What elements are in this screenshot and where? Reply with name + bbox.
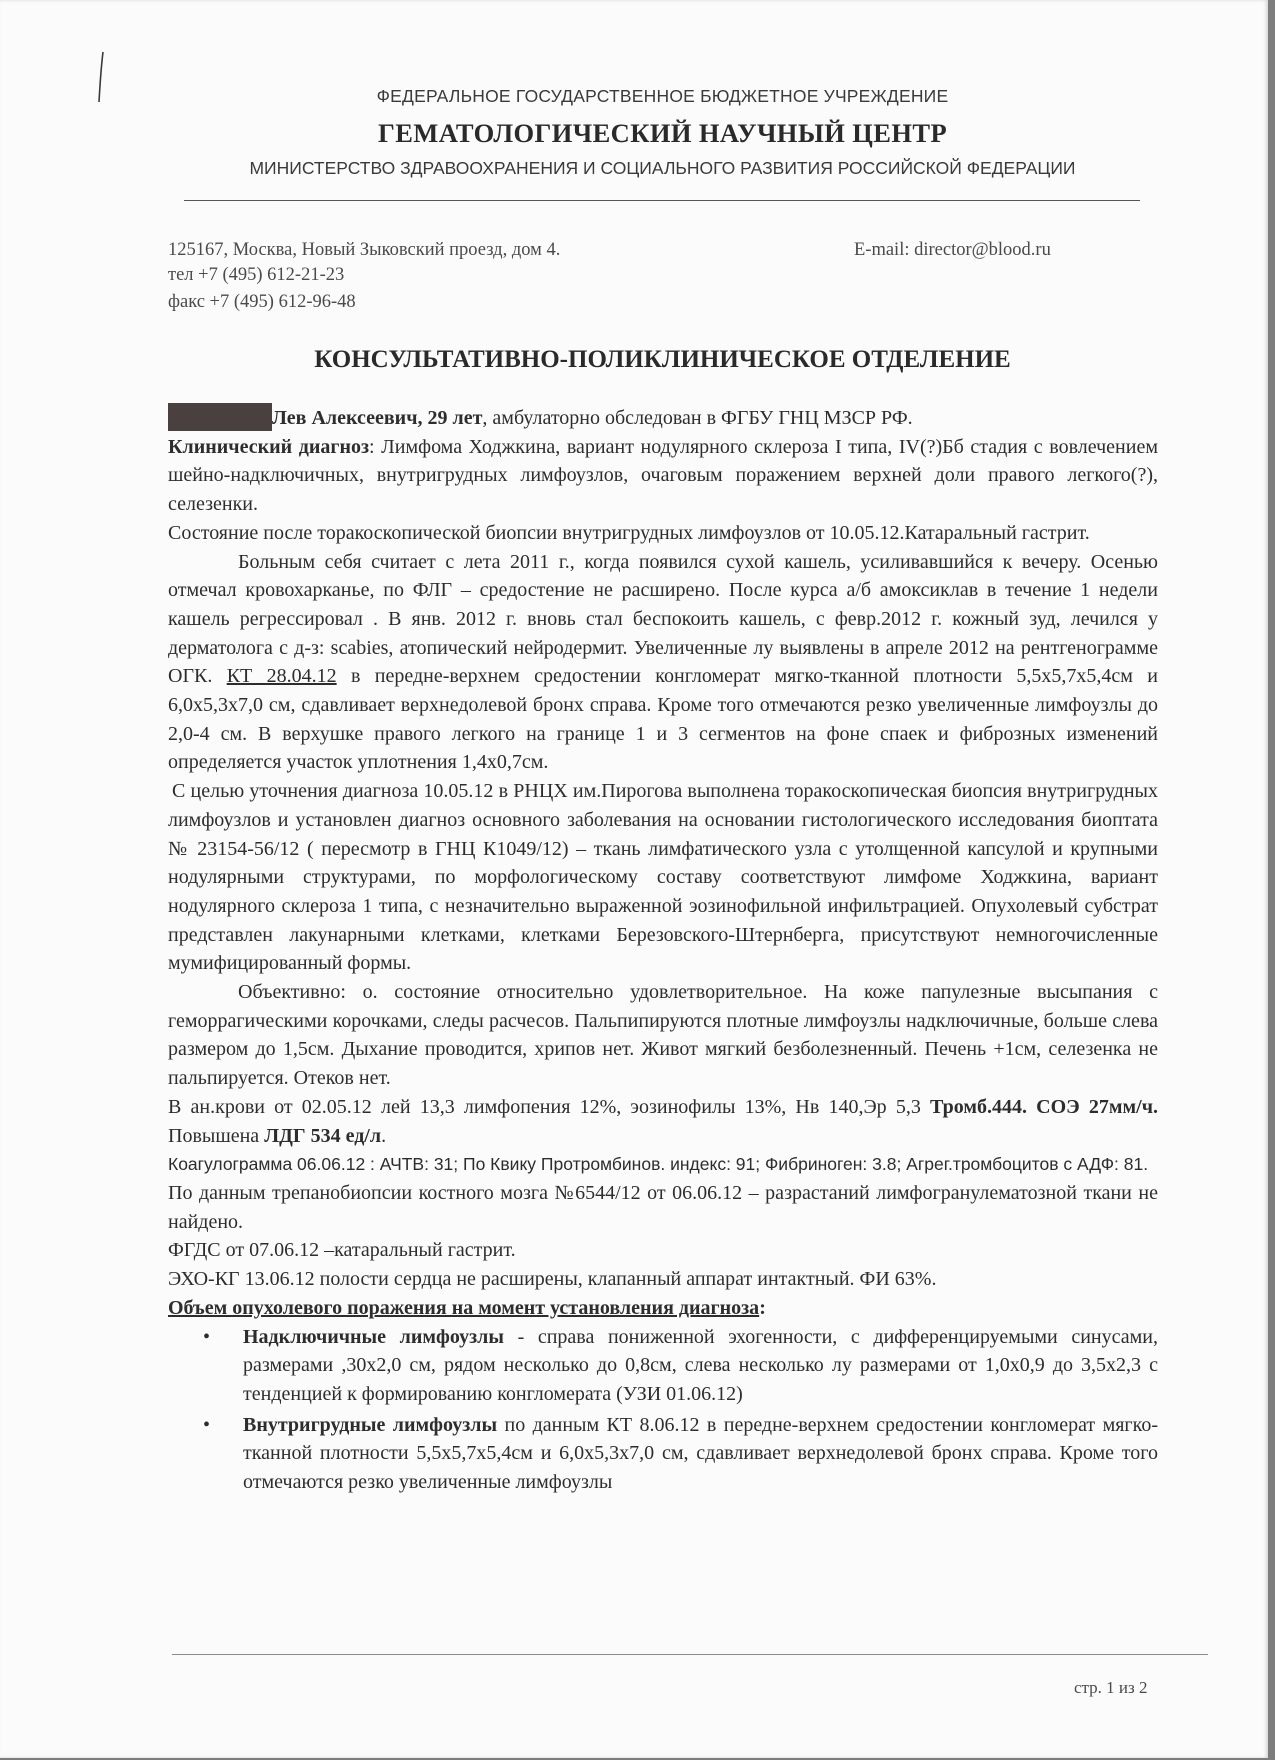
center-name: ГЕМАТОЛОГИЧЕСКИЙ НАУЧНЫЙ ЦЕНТР (377, 118, 948, 148)
page-number: стр. 1 из 2 (1074, 1678, 1148, 1697)
address: 125167, Москва, Новый Зыковский проезд, дом 4. (168, 240, 561, 260)
footer-divider (172, 1654, 1208, 1655)
institution-type: ФЕДЕРАЛЬНОЕ ГОСУДАРСТВЕННОЕ БЮДЖЕТНОЕ УЧРЕЖДЕНИЕ (376, 86, 949, 106)
anamnesis-paragraph: Больным себя считает с лета 2011 г., когда появился сухой кашель, усиливавшийся к вечеру. Осенью отмечал кровохарканье, по ФЛГ – средостение не расширено. После курса а/б амоксиклав в течение 1 недели кашель регрессировал . В янв. 2012 г. вновь стал беспокоить кашель, с февр.2012 г. кожный зуд, лечился у дерматолога с д-з: scabies, атопический нейродермит. Увеличенные лу выявлены в апреле 2012 на рентгенограмме ОГК. КТ 28.04.12 в передне-верхнем средостении конгломерат мягко-тканной плотности 5,5х5,7х5,4см и 6,0х5,3х7,0 см, сдавливает верхнедолевой бронх справа. Кроме того отмечаются резко увеличенные лимфоузлы до 2,0-4 см. В верхушке правого легкого на границе 1 и 3 сегментов на фоне спаек и фиброзных изменений определяется участок уплотнения 1,4х0,7см. (168, 550, 1158, 774)
biopsy-paragraph: С целью уточнения диагноза 10.05.12 в РНЦХ им.Пирогова выполнена торакоскопическая биопсия внутригрудных лимфоузлов и установлен диагноз основного заболевания на основании гистологического исследования биоптата № 23154-56/12 ( пересмотр в ГНЦ К1049/12) – ткань лимфатического узла с утолщенной капсулой и крупными нодулярными структурами, по морфологическому составу соответствуют лимфоме Ходжкина, вариант нодулярного склероза 1 типа, с незначительно выраженной эозинофильной инфильтрацией. Опухолевый субстрат представлен лакунарными клетками, клетками Березовского-Штернберга, присутствуют немногочисленные мумифицированный формы. (168, 780, 1158, 975)
post-op-state: Состояние после торакоскопической биопсии внутригрудных лимфоузлов от 10.05.12.Катаральный гастрит. (168, 521, 1090, 544)
patient-name: Лев Алексеевич, 29 лет (272, 407, 483, 429)
ministry-name: МИНИСТЕРСТВО ЗДРАВООХРАНЕНИЯ И СОЦИАЛЬНОГО РАЗВИТИЯ РОССИЙСКОЙ ФЕДЕРАЦИИ (249, 158, 1076, 178)
ct-date: КТ 28.04.12 (226, 665, 337, 688)
bullet-icon: • (203, 1325, 211, 1348)
tumor-heading: Объем опухолевого поражения на момент установления диагноза: (168, 1296, 766, 1319)
list-item: • Надключичные лимфоузлы - справа пониженной эхогенности, с дифференцируемыми синусами, размерами ,30х2,0 см, рядом несколько до 0,8см, слева несколько лу размерами от 1,0х0,9 до 3,5х2,3 с тенденцией к формированию конгломерата (УЗИ 01.06.12) (168, 1323, 1158, 1409)
diagnosis-label: Клинический диагноз (168, 435, 370, 458)
diagnosis: Клинический диагноз: Лимфома Ходжкина, вариант нодулярного склероза I типа, IV(?)Бб стадия с вовлечением шейно-надключичных, внутригрудных лимфоузлов, очаговым поражением верхней доли правого легкого(?), селезенки. (168, 435, 1158, 516)
coagulogram: Коагулограмма 06.06.12 : АЧТВ: 31; По Квику Протромбинов. индекс: 91; Фибриноген: 3.8; Агрег.тромбоцитов с АДФ: 81. (168, 1154, 1149, 1175)
header-divider (184, 200, 1140, 201)
fgds: ФГДС от 07.06.12 –катаральный гастрит. (168, 1239, 516, 1262)
phone: тел +7 (495) 612-21-23 (168, 265, 345, 285)
email: E-mail: director@blood.ru (854, 240, 1051, 260)
department-title: КОНСУЛЬТАТИВНО-ПОЛИКЛИНИЧЕСКОЕ ОТДЕЛЕНИЕ (314, 346, 1011, 373)
fax: факс +7 (495) 612-96-48 (168, 292, 356, 312)
trephine-biopsy: По данным трепанобиопсии костного мозга №6544/12 от 06.06.12 – разрастаний лимфогранулематозной ткани не найдено. (168, 1181, 1158, 1233)
document-body (168, 404, 1158, 1499)
echo-kg: ЭХО-КГ 13.06.12 полости сердца не расширены, клапанный аппарат интактный. ФИ 63%. (168, 1268, 937, 1291)
objective-paragraph: Объективно: о. состояние относительно удовлетворительное. На коже папулезные высыпания с геморрагическими корочками, следы расчесов. Пальпипируются плотные лимфоузлы надключичные, больше слева размером до 1,5см. Дыхание проводится, хрипов нет. Живот мягкий безболезненный. Печень +1см, селезенка не пальпируется. Отеков нет. (168, 981, 1158, 1090)
blood-test: В ан.крови от 02.05.12 лей 13,3 лимфопения 12%, эозинофилы 13%, Нв 140,Эр 5,3 Тромб.444. СОЭ 27мм/ч. Повышена ЛДГ 534 ед/л. (168, 1095, 1158, 1147)
bullet-icon: • (203, 1413, 211, 1436)
tumor-list (168, 1323, 1158, 1497)
patient-line: Лев Алексеевич, 29 лет, амбулаторно обследован в ФГБУ ГНЦ МЗСР РФ. (272, 407, 913, 429)
list-item: • Внутригрудные лимфоузлы по данным КТ 8.06.12 в передне-верхнем средостении конгломерат мягко-тканной плотности 5,5х5,7х5,4см и 6,0х5,3х7,0 см, сдавливает верхнедолевой бронх справа. Кроме того отмечаются резко увеличенные лимфоузлы (168, 1411, 1158, 1497)
